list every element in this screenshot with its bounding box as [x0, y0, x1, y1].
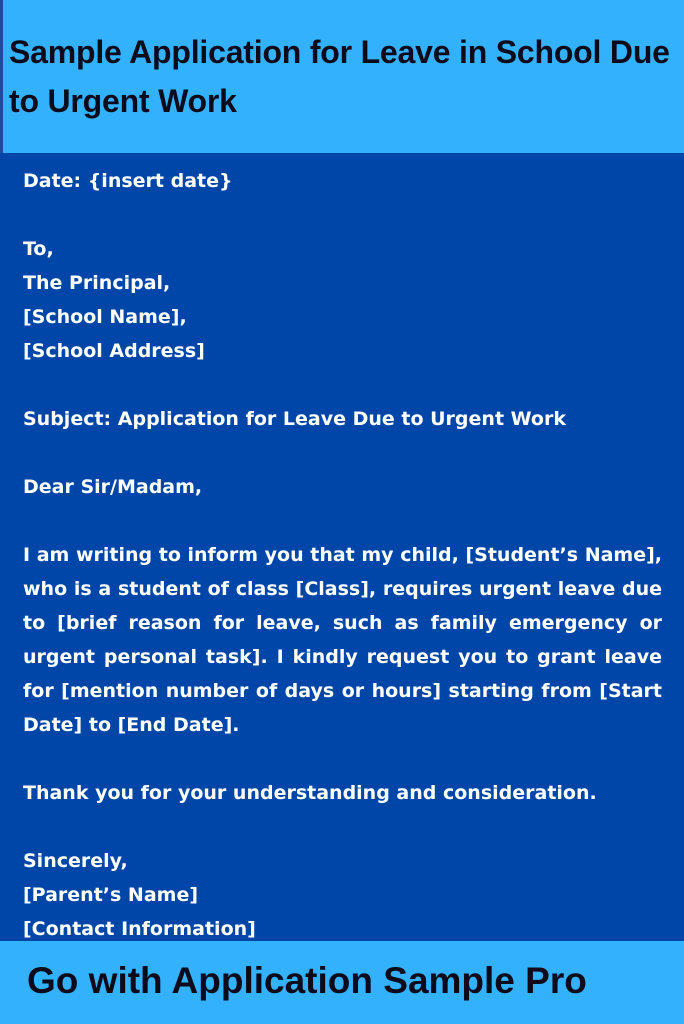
letter-date: Date: {insert date}	[23, 170, 233, 192]
letter-thanks: Thank you for your understanding and consideration.	[23, 782, 597, 804]
page-title: Sample Application for Leave in School Due to Urgent Work	[9, 34, 670, 119]
letter-body-paragraph: I am writing to inform you that my child, [Student’s Name], who is a student of class [Class], requires urgent leave due to [brief reason for leave, such as family emergency or urgent personal task]. I kindly request you to grant leave for [mention number of days or hours] starting from [Start Date] to [End Date].	[23, 544, 662, 736]
spacer	[23, 198, 662, 232]
letter-closing: Sincerely,	[23, 850, 128, 872]
letter-body	[0, 153, 684, 941]
footer-brand-text: Go with Application Sample Pro	[27, 960, 587, 1001]
spacer	[23, 742, 662, 776]
letter-recipient: The Principal,	[23, 272, 171, 294]
spacer	[23, 436, 662, 470]
spacer	[23, 368, 662, 402]
letter-school-address: [School Address]	[23, 340, 205, 362]
letter-parent-name: [Parent’s Name]	[23, 884, 199, 906]
page-header	[0, 0, 684, 153]
letter-to: To,	[23, 238, 54, 260]
letter-school-name: [School Name],	[23, 306, 187, 328]
spacer	[23, 504, 662, 538]
letter-salutation: Dear Sir/Madam,	[23, 476, 203, 498]
page-footer	[0, 941, 684, 1024]
spacer	[23, 810, 662, 844]
letter-subject: Subject: Application for Leave Due to Urgent Work	[23, 408, 566, 430]
letter-contact-info: [Contact Information]	[23, 918, 256, 940]
